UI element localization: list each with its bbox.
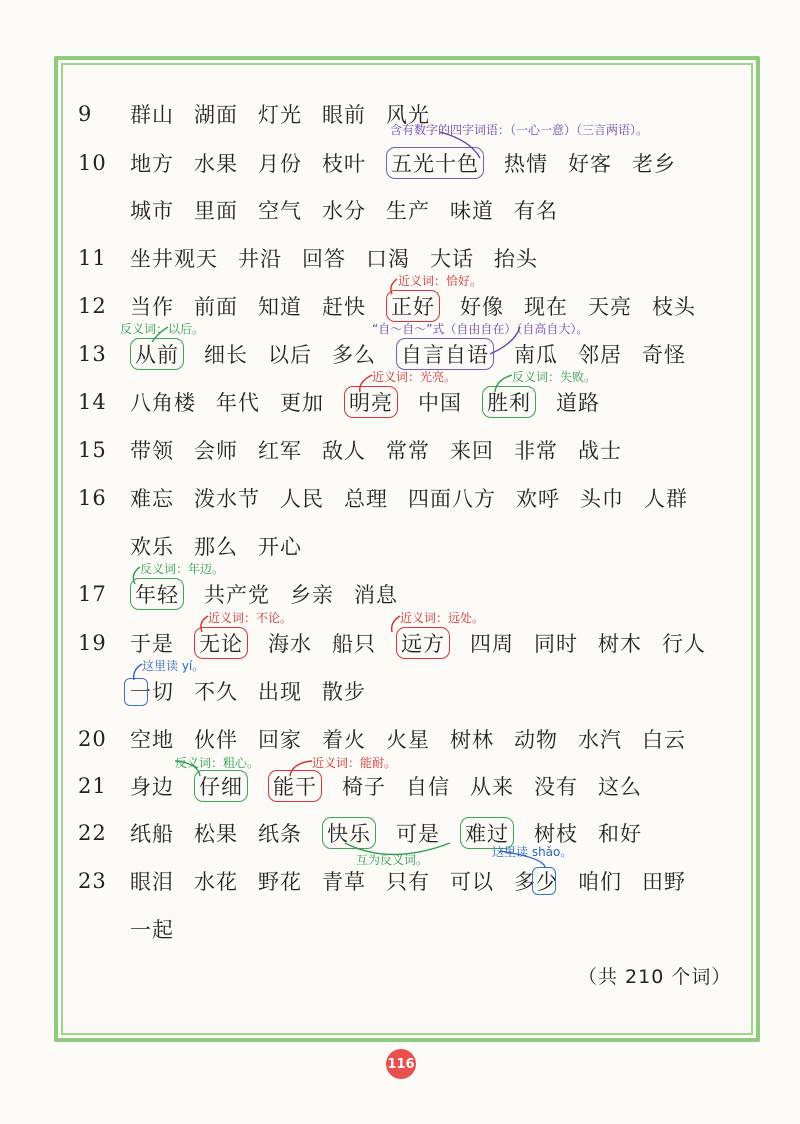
- word: 更加: [280, 391, 324, 415]
- word: 红军: [258, 439, 302, 463]
- highlighted-word: 难过: [460, 817, 514, 849]
- word-total: （共 210 个词）: [578, 966, 732, 988]
- word: 知道: [258, 295, 302, 319]
- word: 枝叶: [322, 152, 366, 176]
- lesson-number: 15: [78, 438, 107, 462]
- word: 开心: [258, 535, 302, 559]
- word: 里面: [194, 199, 238, 223]
- word: 松果: [194, 822, 238, 846]
- highlighted-word: 五光十色: [386, 147, 484, 179]
- word: 出现: [258, 680, 302, 704]
- word: 南瓜: [514, 343, 558, 367]
- word: 纸船: [130, 822, 174, 846]
- word-row-10-cont: [78, 190, 558, 230]
- highlighted-word: 无论: [194, 627, 248, 659]
- word-row-10: [78, 143, 676, 183]
- word: 眼前: [322, 103, 366, 127]
- word: 地方: [130, 152, 174, 176]
- word: 船只: [332, 632, 376, 656]
- word: 风光: [386, 103, 430, 127]
- word: 没有: [534, 775, 578, 799]
- word: 总理: [344, 487, 388, 511]
- word-row-16: [78, 478, 688, 518]
- word: 那么: [194, 535, 238, 559]
- word: 欢乐: [130, 535, 174, 559]
- word: 以后: [268, 343, 312, 367]
- word: 前面: [194, 295, 238, 319]
- highlighted-word: 远方: [396, 627, 450, 659]
- word: 邻居: [578, 343, 622, 367]
- word: 不久: [194, 680, 238, 704]
- annotation-shengli-antonym: 反义词：失败。: [512, 370, 597, 384]
- word: 从来: [470, 775, 514, 799]
- word-row-9: [78, 94, 430, 134]
- word: 多么: [332, 343, 376, 367]
- lesson-number: 21: [78, 774, 107, 798]
- annotation-kuaile-nanguo-antonyms: 互为反义词。: [356, 853, 429, 867]
- lesson-number: 16: [78, 486, 107, 510]
- word: 火星: [386, 728, 430, 752]
- word: 群山: [130, 103, 174, 127]
- annotation-nenggan-synonym: 近义词：能耐。: [312, 756, 397, 770]
- lesson-number: 22: [78, 821, 107, 845]
- word: 泼水节: [194, 487, 260, 511]
- word: 人民: [280, 487, 324, 511]
- word: 人群: [644, 487, 688, 511]
- word: 当作: [130, 295, 174, 319]
- word-row-21: [78, 766, 642, 806]
- highlighted-word: 自言自语: [396, 338, 494, 370]
- highlighted-word: 明亮: [344, 386, 398, 418]
- word: 坐井观天: [130, 247, 218, 271]
- word-row-20: [78, 719, 686, 759]
- word: 着火: [322, 728, 366, 752]
- word: 于是: [130, 632, 174, 656]
- word: 热情: [504, 152, 548, 176]
- word: 树枝: [534, 822, 578, 846]
- word: 生产: [386, 199, 430, 223]
- word: 枝头: [652, 295, 696, 319]
- word: 可以: [450, 870, 494, 894]
- highlighted-word: 仔细: [194, 770, 248, 802]
- word: 水汽: [578, 728, 622, 752]
- word: 纸条: [258, 822, 302, 846]
- word: 只有: [386, 870, 430, 894]
- word: 奇怪: [642, 343, 686, 367]
- highlighted-word: 胜利: [482, 386, 536, 418]
- word: 老乡: [632, 152, 676, 176]
- annotation-mingliang-synonym: 近义词：光亮。: [372, 370, 457, 384]
- annotation-zhenghao-synonym: 近义词：恰好。: [398, 274, 483, 288]
- annotation-yuanfang-synonym: 近义词：远处。: [400, 611, 485, 625]
- word: 头巾: [580, 487, 624, 511]
- word: 空气: [258, 199, 302, 223]
- lesson-number: 10: [78, 151, 107, 175]
- word: 四周: [470, 632, 514, 656]
- word: 乡亲: [290, 583, 334, 607]
- word: 同时: [534, 632, 578, 656]
- lesson-number: 20: [78, 727, 107, 751]
- annotation-congqian-antonym: 反义词：以后。: [120, 322, 205, 336]
- word: 田野: [642, 870, 686, 894]
- annotation-zizi-pattern: “自～自～”式（自由自在）（自高自大）。: [372, 322, 589, 336]
- annotation-four-char-numbers: 含有数字的四字词语：（一心一意）（三言两语）。: [390, 123, 649, 137]
- word: 一起: [130, 918, 174, 942]
- word: 白云: [642, 728, 686, 752]
- annotation-yi-reading: 这里读 yí。: [142, 659, 205, 673]
- highlighted-word: 正好: [386, 290, 440, 322]
- word-row-23: [78, 861, 686, 901]
- word: 回家: [258, 728, 302, 752]
- word: 年代: [216, 391, 260, 415]
- word: 野花: [258, 870, 302, 894]
- word: 口渴: [366, 247, 410, 271]
- word: 海水: [268, 632, 312, 656]
- lesson-number: 11: [78, 246, 107, 270]
- word: 中国: [418, 391, 462, 415]
- word: 散步: [322, 680, 366, 704]
- highlighted-word: 从前: [130, 338, 184, 370]
- word: 来回: [450, 439, 494, 463]
- word: 身边: [130, 775, 174, 799]
- word: 消息: [354, 583, 398, 607]
- highlighted-word: 快乐: [322, 817, 376, 849]
- word: 灯光: [258, 103, 302, 127]
- lesson-number: 23: [78, 869, 107, 893]
- word: 大话: [430, 247, 474, 271]
- word-row-23-cont: [78, 909, 174, 949]
- word: 自信: [406, 775, 450, 799]
- word: 动物: [514, 728, 558, 752]
- word: 湖面: [194, 103, 238, 127]
- annotation-wulun-synonym: 近义词：不论。: [208, 611, 293, 625]
- word-row-17: [78, 574, 398, 614]
- word: 树木: [598, 632, 642, 656]
- annotation-zixi-antonym: 反义词：粗心。: [175, 756, 260, 770]
- word: 会师: [194, 439, 238, 463]
- highlighted-word: 能干: [268, 770, 322, 802]
- highlighted-word: 年轻: [130, 578, 184, 610]
- page-number: 116: [386, 1049, 416, 1079]
- word: 空地: [130, 728, 174, 752]
- word-row-19-cont: [78, 671, 366, 711]
- word: 水果: [194, 152, 238, 176]
- lesson-number: 12: [78, 294, 107, 318]
- lesson-number: 9: [78, 102, 93, 126]
- word: 伙伴: [194, 728, 238, 752]
- word: 可是: [396, 822, 440, 846]
- word: 咱们: [578, 870, 622, 894]
- word: 抬头: [494, 247, 538, 271]
- word: 敌人: [322, 439, 366, 463]
- lesson-number: 19: [78, 631, 107, 655]
- annotation-nianqing-antonym: 反义词：年迈。: [140, 562, 225, 576]
- word: 味道: [450, 199, 494, 223]
- word: 树林: [450, 728, 494, 752]
- word: 城市: [130, 199, 174, 223]
- word-row-15: [78, 430, 622, 470]
- word: 赶快: [322, 295, 366, 319]
- word: 非常: [514, 439, 558, 463]
- word: 井沿: [238, 247, 282, 271]
- lesson-number: 14: [78, 390, 107, 414]
- word: 带领: [130, 439, 174, 463]
- lesson-number: 13: [78, 342, 107, 366]
- word: 回答: [302, 247, 346, 271]
- word-row-14: [78, 382, 600, 422]
- annotation-shao-reading: 这里读 shǎo。: [492, 845, 573, 859]
- word: 细长: [204, 343, 248, 367]
- lesson-number: 17: [78, 582, 107, 606]
- word: 椅子: [342, 775, 386, 799]
- word: 八角楼: [130, 391, 196, 415]
- word: 多少: [514, 870, 558, 894]
- word: 难忘: [130, 487, 174, 511]
- word: 天亮: [588, 295, 632, 319]
- word: 现在: [524, 295, 568, 319]
- word: 青草: [322, 870, 366, 894]
- word: 水花: [194, 870, 238, 894]
- word: 道路: [556, 391, 600, 415]
- word: 眼泪: [130, 870, 174, 894]
- word: 有名: [514, 199, 558, 223]
- word: 一切: [130, 680, 174, 704]
- word: 这么: [598, 775, 642, 799]
- word: 四面八方: [408, 487, 496, 511]
- word: 和好: [598, 822, 642, 846]
- word: 行人: [662, 632, 706, 656]
- word: 好客: [568, 152, 612, 176]
- word: 好像: [460, 295, 504, 319]
- word: 战士: [578, 439, 622, 463]
- word: 水分: [322, 199, 366, 223]
- char-highlight-shao: [532, 867, 556, 895]
- word: 常常: [386, 439, 430, 463]
- word: 欢呼: [516, 487, 560, 511]
- char-highlight-yi: [124, 678, 148, 706]
- word: 月份: [258, 152, 302, 176]
- word: 共产党: [204, 583, 270, 607]
